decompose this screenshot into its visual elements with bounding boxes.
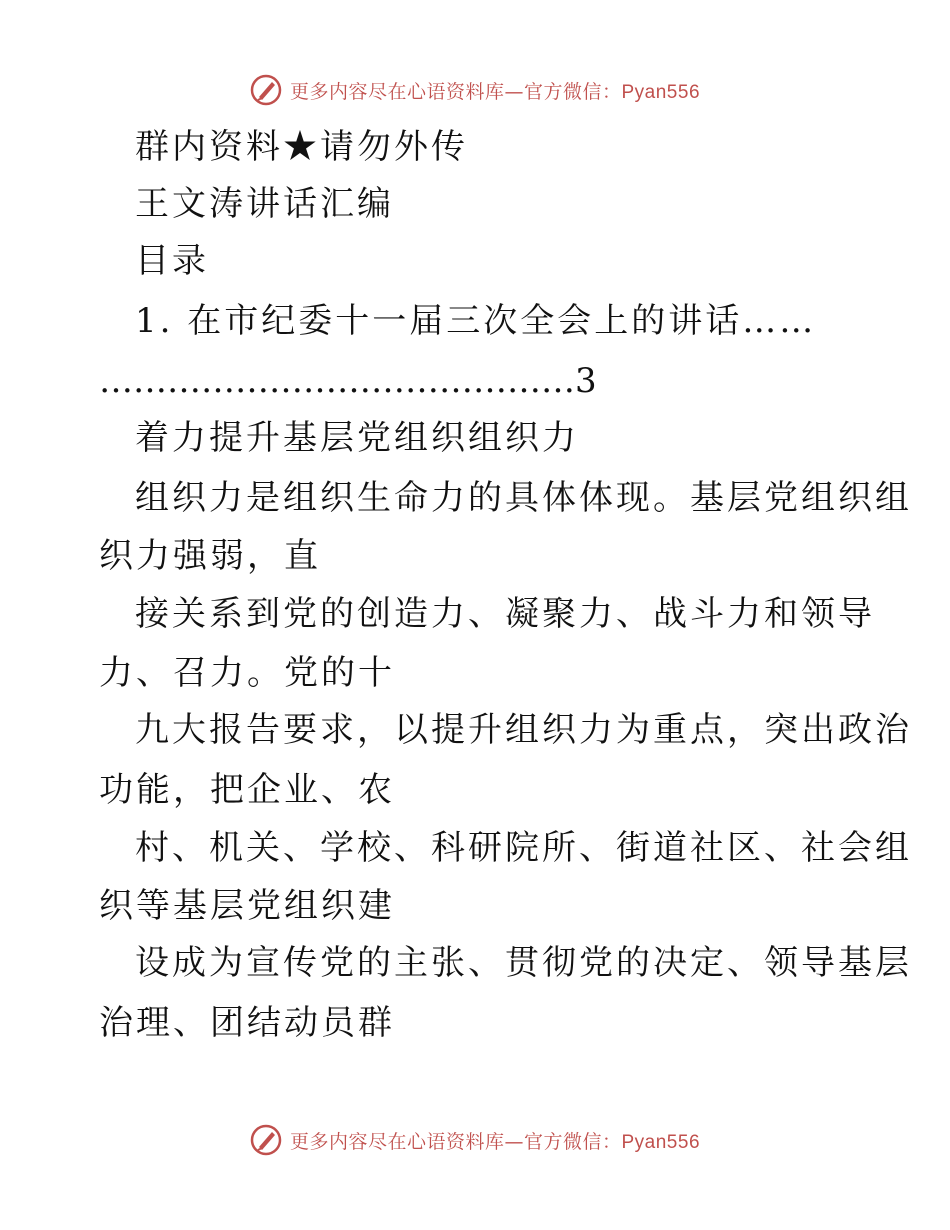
- paragraph-line: 村、机关、学校、科研院所、街道社区、社会组: [135, 828, 912, 868]
- paragraph-line: 设成为宣传党的主张、贯彻党的决定、领导基层: [135, 943, 912, 983]
- paragraph-line: 接关系到党的创造力、凝聚力、战斗力和领导: [135, 594, 875, 634]
- toc-heading: 目录: [135, 241, 209, 281]
- paragraph-line: 织等基层党组织建: [99, 886, 395, 926]
- paragraph-line: 治理、团结动员群: [99, 1003, 395, 1043]
- watermark-text: 更多内容尽在心语资料库—官方微信：Pyan556: [289, 1130, 701, 1153]
- toc-item-1-leader: ……………………………………3: [99, 361, 597, 401]
- paragraph-line: 织力强弱，直: [99, 536, 321, 576]
- watermark-text: 更多内容尽在心语资料库—官方微信：Pyan556: [289, 80, 701, 103]
- watermark-account: Pyan556: [621, 1131, 701, 1153]
- quill-logo-icon: [250, 74, 282, 106]
- quill-logo-icon: [250, 1124, 282, 1156]
- watermark-header: [0, 70, 950, 110]
- paragraph-line: 九大报告要求，以提升组织力为重点，突出政治: [135, 710, 912, 750]
- toc-item-1-title: 1. 在市纪委十一届三次全会上的讲话……: [135, 301, 817, 341]
- document-title: 王文涛讲话汇编: [135, 184, 394, 224]
- paragraph-line: 力、召力。党的十: [99, 653, 395, 693]
- notice-line: 群内资料★请勿外传: [135, 127, 468, 167]
- watermark-account: Pyan556: [621, 81, 701, 103]
- watermark-footer: [0, 1120, 950, 1160]
- paragraph-line: 组织力是组织生命力的具体体现。基层党组织组: [135, 478, 912, 518]
- paragraph-line: 功能，把企业、农: [99, 770, 395, 810]
- paragraph-line: 着力提升基层党组织组织力: [135, 418, 579, 458]
